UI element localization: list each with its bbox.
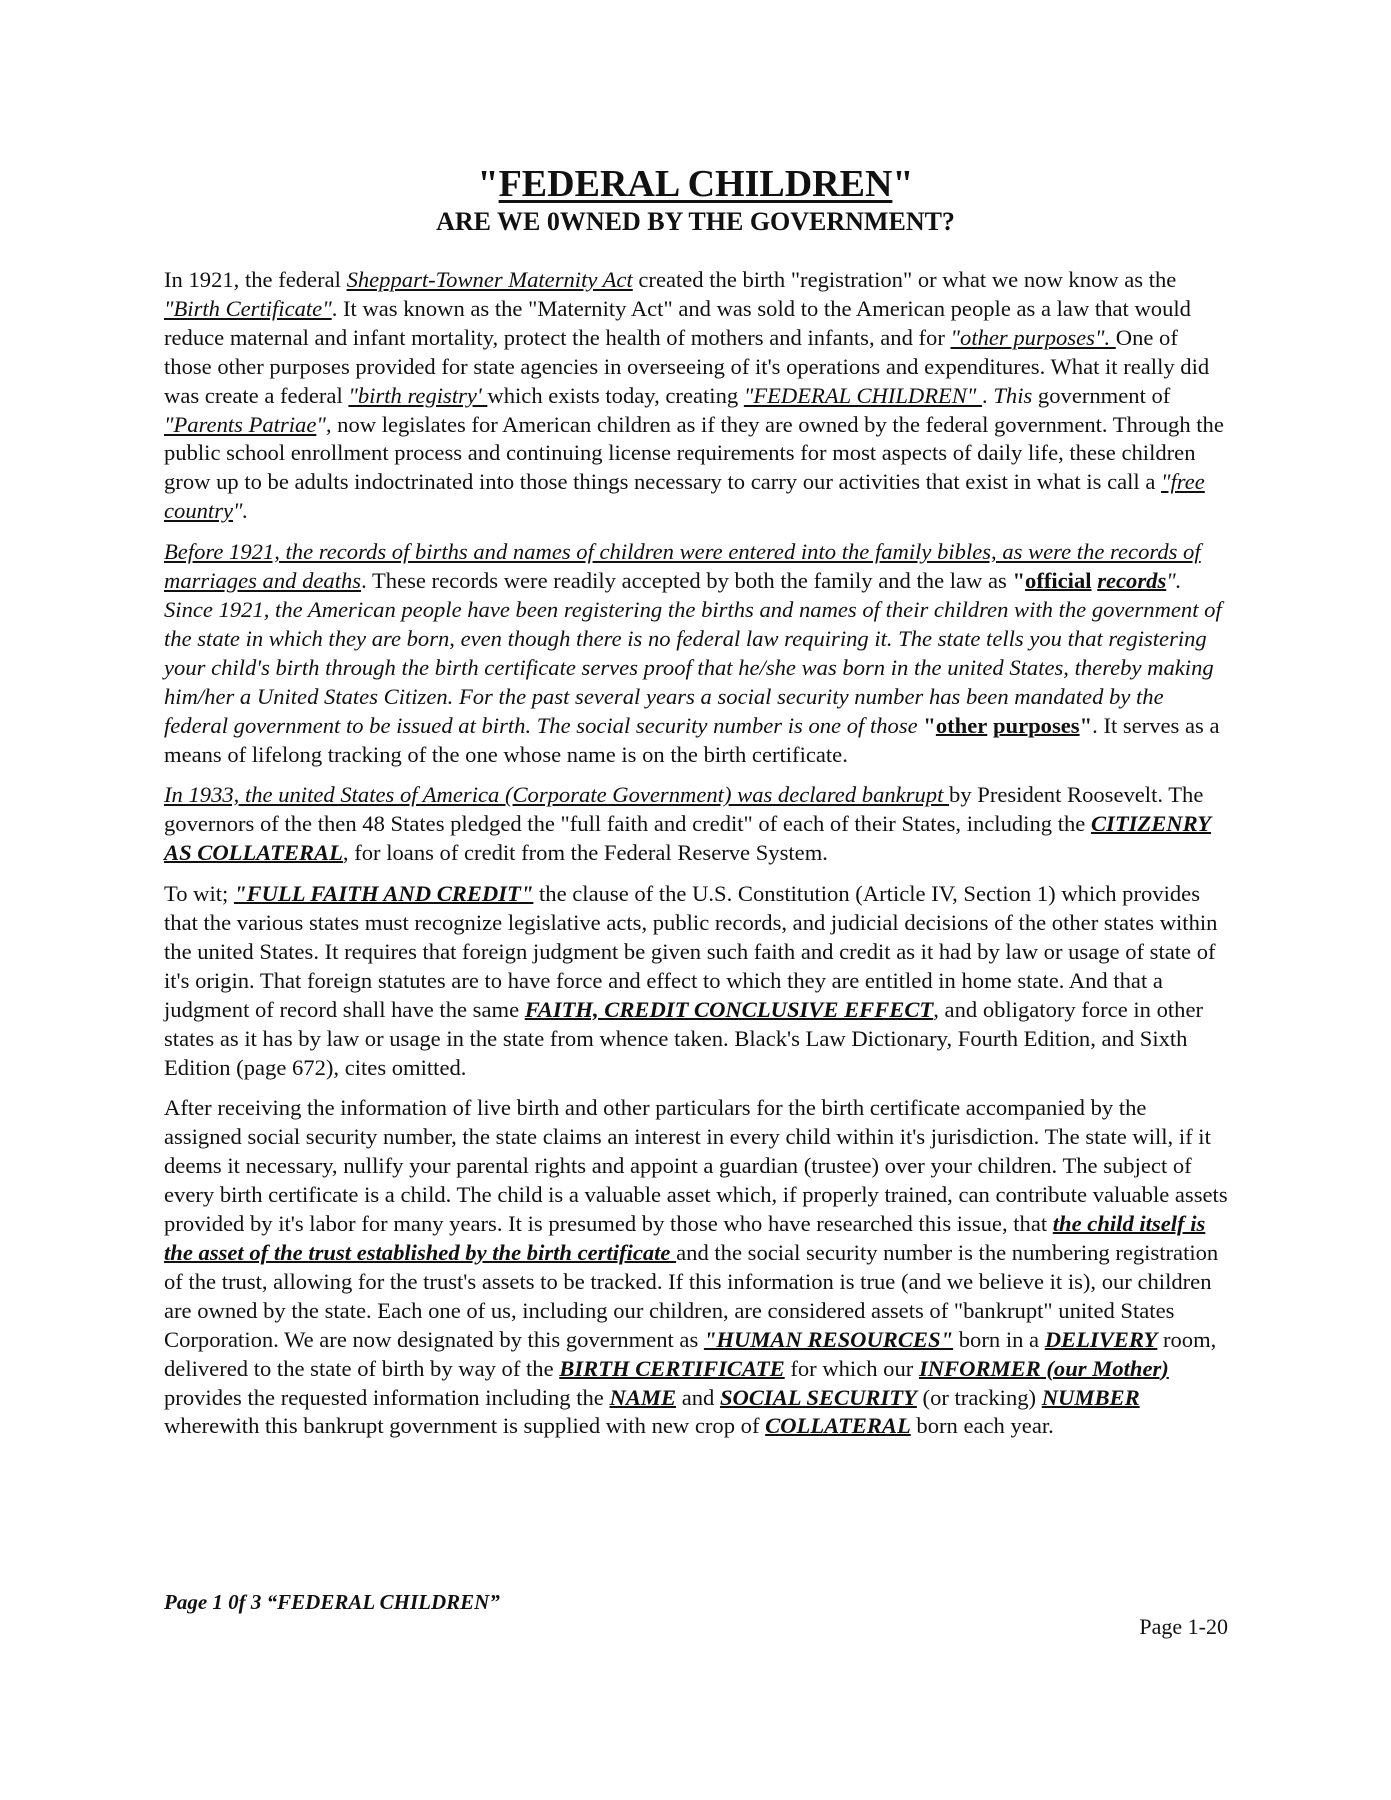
paragraph-3 — [164, 781, 1228, 868]
text: . It serves as a means of lifelong tracking of the one whose name is on the birth certificate. — [164, 712, 1220, 767]
text: After receiving the information of live birth and other particulars for the birth certificate accompanied by the assigned social security number, the state claims an interest in every child within it's jurisdiction. The state will, if it deems it necessary, nullify your parental rights and appoint a guardian (trustee) over your children. The subject of every birth certificate is a child. The child is a valuable asset which, if properly trained, can contribute valuable assets provided by it's labor for many years. It is presumed by those who have researched this issue, that — [164, 1095, 1228, 1237]
page-subtitle: ARE WE 0WNED BY THE GOVERNMENT? — [436, 207, 955, 236]
emphasis-citizenry-collateral: CITIZENRY AS COLLATERAL — [164, 811, 1212, 866]
emphasis-federal-children: "FEDERAL CHILDREN" — [743, 382, 983, 408]
text: created the birth "registration" or what we now know as the — [632, 267, 1177, 292]
text: " — [923, 712, 936, 738]
document-body — [164, 266, 1228, 1453]
paragraph-5 — [164, 1094, 1228, 1441]
text: which exists today, creating — [487, 382, 744, 408]
emphasis-informer: INFORMER (our Mother) — [918, 1355, 1169, 1381]
text: and — [676, 1384, 720, 1410]
text: (or tracking) — [916, 1384, 1042, 1410]
emphasis-other-purposes: "other purposes". — [950, 324, 1116, 350]
emphasis-birth-certificate: "Birth Certificate" — [164, 295, 332, 321]
text: and the social security number is the numbering registration of the trust, allowing for the trust's assets to be tracked. If this information is true (and we believe it is), our children are owned by the state. Each one of us, including our children, are considered assets of "bankrupt" united States Corporation. We are now designated by this government as — [164, 1240, 1219, 1352]
title-text: FEDERAL CHILDREN — [498, 163, 893, 205]
text: room, delivered to the state of birth by way of the — [164, 1326, 1217, 1381]
text: , and obligatory force in other states as it has by law or usage in the state from whence taken. Black's Law Dictionary, Fourth Edition, and Sixth Edition (page 672), cites omitted. — [164, 996, 1204, 1080]
text: born each year. — [910, 1413, 1054, 1439]
text: now legislates for American children as if they are owned by the federal government. Through the public school enrollment process and continuing license requirements for most aspects of daily life, these children grow up to be adults indoctrinated into those things necessary to carry our activities that exist in what is call a — [164, 411, 1224, 495]
text: ". — [233, 498, 249, 524]
emphasis-child-asset: the child itself is the asset of the trust established by the birth certificate — [164, 1211, 1206, 1265]
emphasis-parents-patriae: "Parents Patriae — [164, 411, 317, 437]
text: . It was known as the "Maternity Act" and was sold to the American people as a law that would reduce maternal and infant mortality, protect the health of mothers and infants, and for — [164, 295, 1191, 350]
page-title — [0, 163, 1391, 205]
emphasis-number: NUMBER — [1041, 1384, 1140, 1410]
text: ". Since 1921, the American people have been registering the births and names of their children with the government of the state in which they are born, even though there is no federal law requiring it. The state tells you that registering your child's birth through the birth certificate serves proof that he/she was born in the united States, thereby making him/her a United States Citizen. For the past several years a social security number has been mandated by the federal government to be issued at birth. The social security number is one of those — [164, 568, 1222, 738]
title-quote-close: " — [892, 163, 914, 205]
emphasis-birth-registry: "birth registry' — [348, 382, 488, 408]
emphasis-1933-bankrupt: In 1933, the united States of America (Corporate Government) was declared bankrupt — [164, 782, 950, 808]
emphasis-official: official — [1025, 568, 1092, 594]
emphasis-full-faith-credit: "FULL FAITH AND CREDIT" — [233, 881, 534, 907]
title-quote-open: " — [477, 163, 499, 205]
text: wherewith this bankrupt government is supplied with new crop of — [164, 1413, 766, 1439]
text: In 1921, the federal — [164, 267, 347, 292]
text: " — [1012, 568, 1026, 594]
footer-page-number: Page 1-20 — [1139, 1614, 1228, 1639]
emphasis-purposes: purposes — [992, 712, 1080, 738]
text: To wit; — [164, 881, 234, 907]
emphasis-birth-certificate-caps: BIRTH CERTIFICATE — [559, 1355, 785, 1381]
emphasis-name: NAME — [609, 1384, 677, 1410]
text: born in a — [953, 1326, 1045, 1352]
emphasis-collateral: COLLATERAL — [765, 1413, 911, 1439]
emphasis-social-security: SOCIAL SECURITY — [719, 1384, 917, 1410]
text: , for loans of credit from the Federal Reserve System. — [342, 840, 828, 866]
emphasis-delivery: DELIVERY — [1044, 1326, 1158, 1352]
text: the clause of the U.S. Constitution (Article IV, Section 1) which provides that the various states must recognize legislative acts, public records, and judicial decisions of the other states within the united States. It requires that foreign judgment be given such faith and credit as it had by law or usage of state of it's origin. That foreign statutes are to have force and effect to which they are entitled in home state. And that a judgment of record shall have the same — [164, 881, 1218, 1022]
text: provides the requested information including the — [164, 1384, 610, 1410]
text: government of — [1032, 382, 1171, 408]
emphasis-records: records — [1097, 568, 1167, 594]
text: One of those other purposes provided for state agencies in overseeing of it's operations and expenditures. What it really did was create a federal — [164, 324, 1210, 408]
emphasis-this: This — [993, 382, 1033, 408]
text: ", — [316, 411, 332, 437]
emphasis-other: other — [935, 712, 988, 738]
footer-page-label: Page 1 0f 3 “FEDERAL CHILDREN” — [164, 1590, 500, 1614]
emphasis-before-1921: Before 1921, the records of births and names of children were entered into the family bibles, as were the records of marriages and deaths — [164, 539, 1201, 594]
text: by President Roosevelt. The governors of the then 48 States pledged the "full faith and credit" of each of their States, including the — [164, 782, 1204, 837]
paragraph-2 — [164, 538, 1228, 769]
emphasis-faith-credit-conclusive: FAITH, CREDIT CONCLUSIVE EFFECT — [524, 996, 934, 1022]
text: for which our — [784, 1355, 919, 1381]
text: " — [1079, 712, 1093, 738]
text: . These records were readily accepted by both the family and the law as — [361, 568, 1013, 594]
paragraph-1 — [164, 266, 1228, 526]
emphasis-free-country: "free country — [164, 469, 1205, 524]
text: . — [982, 382, 994, 408]
paragraph-4 — [164, 880, 1228, 1082]
emphasis-act: Sheppart-Towner Maternity Act — [346, 267, 633, 292]
emphasis-human-resources: "HUMAN RESOURCES" — [703, 1326, 954, 1352]
